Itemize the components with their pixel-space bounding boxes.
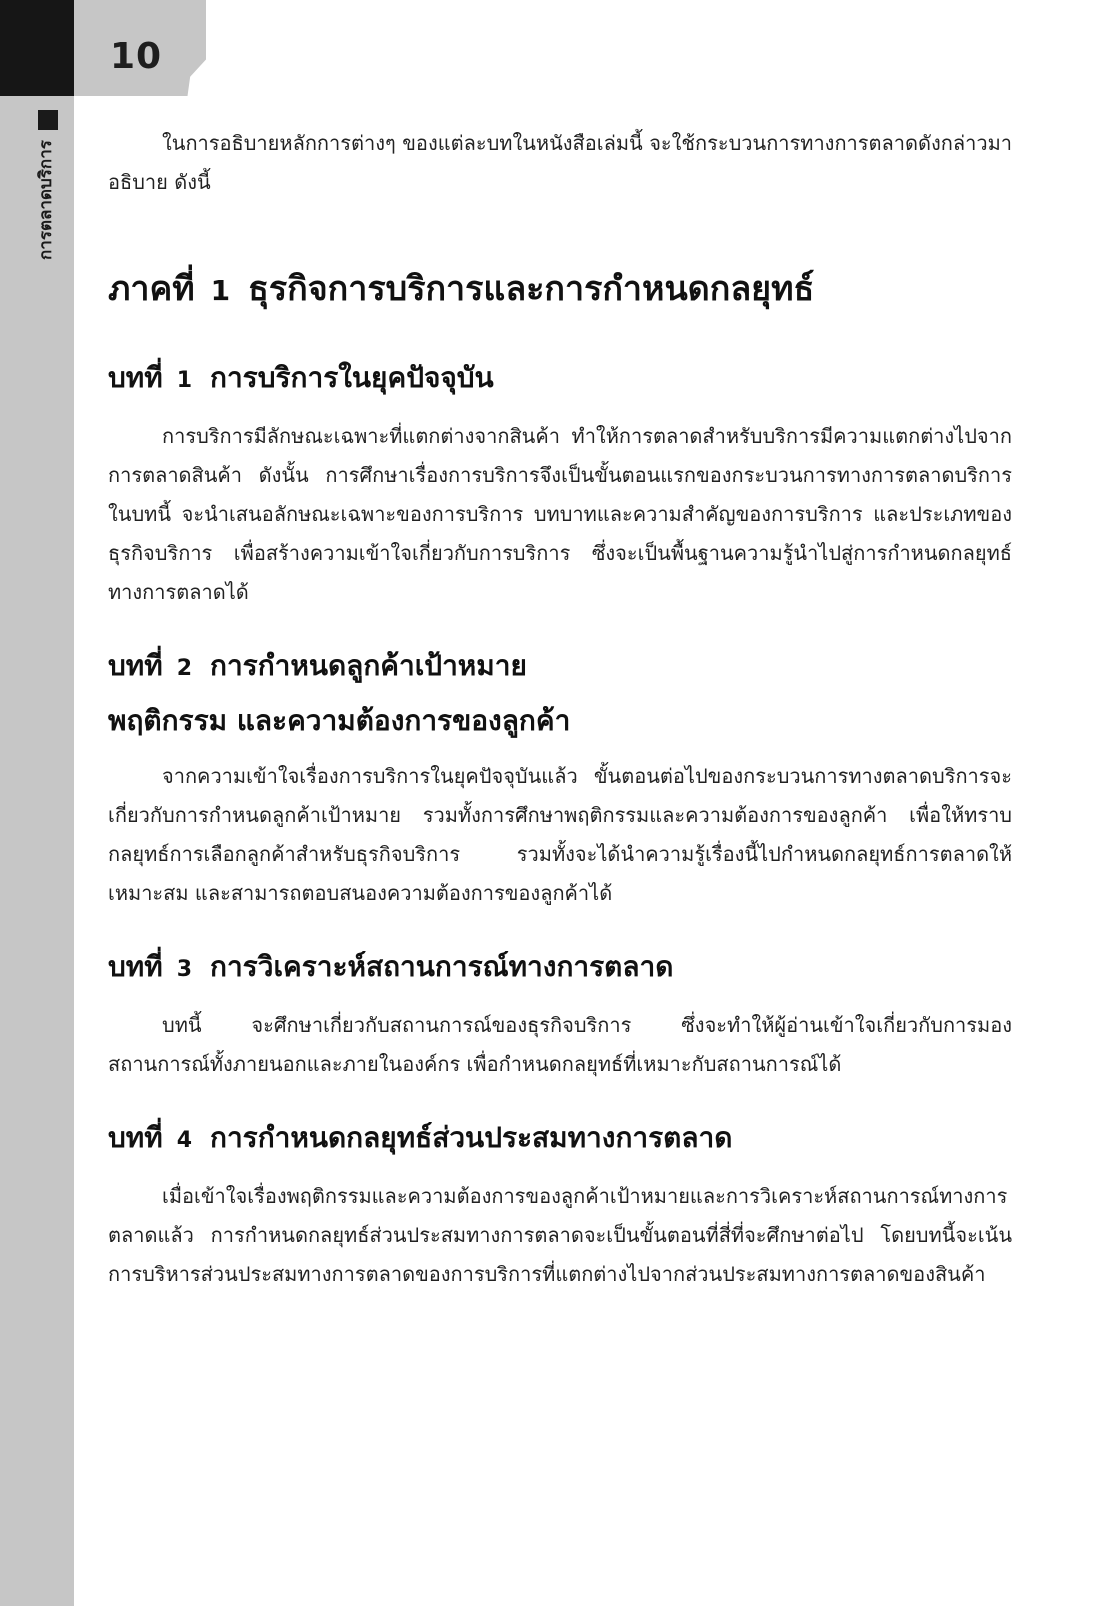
chapter-number: 2 <box>176 656 192 681</box>
chapter-number: 4 <box>176 1128 192 1153</box>
chapter-number: 1 <box>176 368 192 393</box>
chapter-number: 3 <box>176 957 192 982</box>
chapter-title: การกำหนดลูกค้าเป้าหมาย <box>210 649 527 682</box>
chapter-title-line2: พฤติกรรม และความต้องการของลูกค้า <box>108 704 571 737</box>
chapter-3 <box>108 941 1012 1084</box>
chapter-2 <box>108 640 1012 913</box>
chapter-heading <box>108 1112 1012 1167</box>
chapter-body: การบริการมีลักษณะเฉพาะที่แตกต่างจากสินค้า ทำให้การตลาดสำหรับบริการมีความแตกต่างไปจากการตลาดสินค้า ดังนั้น การศึกษาเรื่องการบริการจึงเป็นขั้นตอนแรกของกระบวนการทางการตลาดบริการ ในบทนี้ จะนำเสนอลักษณะเฉพาะของการบริการ บทบาทและความสำคัญของการบริการ และประเภทของธุรกิจบริการ เพื่อสร้างความเข้าใจเกี่ยวกับการบริการ ซึ่งจะเป็นพื้นฐานความรู้นำไปสู่การกำหนดกลยุทธ์ทางการตลาดได้ <box>108 424 1012 604</box>
side-band <box>0 96 74 1606</box>
part-heading <box>108 264 1012 316</box>
chapter-label: บทที่ <box>108 649 163 682</box>
intro-paragraph: ในการอธิบายหลักการต่างๆ ของแต่ละบทในหนังสือเล่มนี้ จะใช้กระบวนการทางการตลาดดังกล่าวมาอธิบาย ดังนี้ <box>108 131 1012 194</box>
chapter-body: เมื่อเข้าใจเรื่องพฤติกรรมและความต้องการของลูกค้าเป้าหมายและการวิเคราะห์สถานการณ์ทางการตลาดแล้ว การกำหนดกลยุทธ์ส่วนประสมทางการตลาดจะเป็นขั้นตอนที่สี่ที่จะศึกษาต่อไป โดยบทนี้จะเน้นการบริหารส่วนประสมทางการตลาดของการบริการที่แตกต่างไปจากส่วนประสมทางการตลาดของสินค้า <box>108 1184 1012 1286</box>
chapter-1 <box>108 352 1012 612</box>
chapter-title: การกำหนดกลยุทธ์ส่วนประสมทางการตลาด <box>210 1121 733 1154</box>
chapter-4 <box>108 1112 1012 1294</box>
part-label: ภาคที่ <box>108 269 195 309</box>
chapter-heading <box>108 352 1012 407</box>
chapter-heading <box>108 941 1012 996</box>
part-number: 1 <box>210 274 231 307</box>
part-title: ธุรกิจการบริการและการกำหนดกลยุทธ์ <box>248 269 815 309</box>
chapter-title: การบริการในยุคปัจจุบัน <box>210 361 494 394</box>
side-square-marker <box>38 110 58 130</box>
chapter-label: บทที่ <box>108 1121 163 1154</box>
side-running-title: การตลาดบริการ <box>36 140 56 260</box>
chapter-heading <box>108 640 1012 747</box>
chapter-label: บทที่ <box>108 361 163 394</box>
page-number: 10 <box>110 36 163 77</box>
corner-block <box>0 0 74 96</box>
chapter-label: บทที่ <box>108 950 163 983</box>
chapter-body: บทนี้ จะศึกษาเกี่ยวกับสถานการณ์ของธุรกิจบริการ ซึ่งจะทำให้ผู้อ่านเข้าใจเกี่ยวกับการมองสถานการณ์ทั้งภายนอกและภายในองค์กร เพื่อกำหนดกลยุทธ์ที่เหมาะกับสถานการณ์ได้ <box>108 1013 1012 1076</box>
page-content <box>108 124 1012 1294</box>
chapter-body: จากความเข้าใจเรื่องการบริการในยุคปัจจุบันแล้ว ขั้นตอนต่อไปของกระบวนการทางตลาดบริการจะเกี่ยวกับการกำหนดลูกค้าเป้าหมาย รวมทั้งการศึกษาพฤติกรรมและความต้องการของลูกค้า เพื่อให้ทราบกลยุทธ์การเลือกลูกค้าสำหรับธุรกิจบริการ รวมทั้งจะได้นำความรู้เรื่องนี้ไปกำหนดกลยุทธ์การตลาดให้เหมาะสม และสามารถตอบสนองความต้องการของลูกค้าได้ <box>108 764 1012 905</box>
chapter-title: การวิเคราะห์สถานการณ์ทางการตลาด <box>210 950 674 983</box>
